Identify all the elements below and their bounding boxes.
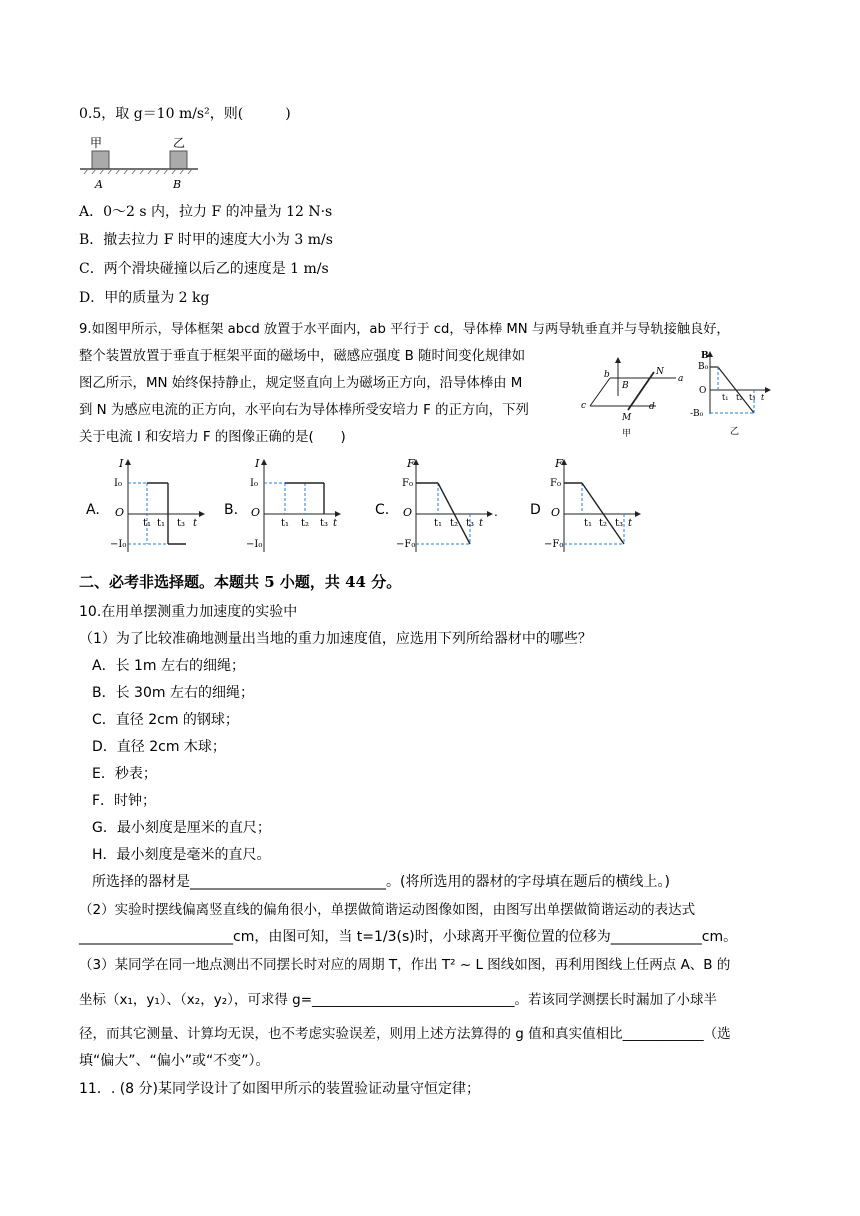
trailing-dot: . xyxy=(494,505,498,519)
label-t: t xyxy=(193,518,198,529)
label-origin: O xyxy=(115,506,125,519)
label-y-axis: I xyxy=(119,457,124,470)
label-t2: t₂ xyxy=(736,393,743,402)
block-jia xyxy=(92,151,109,169)
q9-option-a-label: A. xyxy=(86,502,100,518)
q10-item-b: B．长 30m 左右的细绳； xyxy=(92,685,254,701)
label-m: M xyxy=(622,413,632,423)
q10-part-3d: 填“偏大”、“偏小”或“不变”）。 xyxy=(79,1053,270,1069)
label-y-axis: F xyxy=(555,457,563,470)
label-b-corner: b xyxy=(604,370,610,380)
label-origin: O xyxy=(403,506,413,519)
q9-option-b-graph xyxy=(242,456,347,556)
label-field-b: B xyxy=(622,381,629,391)
label-t: t xyxy=(333,518,338,529)
label-b-axis: B xyxy=(701,351,709,361)
label-neg: −I₀ xyxy=(110,539,127,550)
label-t: t xyxy=(479,518,484,529)
label-t3: t₃ xyxy=(749,393,756,402)
label-t3: t₃ xyxy=(320,518,329,529)
q9-option-b-label: B. xyxy=(224,502,239,518)
section-2-heading: 二、必考非选择题。本题共 5 小题，共 44 分。 xyxy=(79,573,402,591)
label-a: A xyxy=(95,178,103,191)
label-neg: −I₀ xyxy=(246,539,263,550)
q9-option-d-label: D xyxy=(530,502,541,518)
label-t2: t₂ xyxy=(301,518,310,529)
label-pos: I₀ xyxy=(114,478,122,489)
q8-option-d: D．甲的质量为 2 kg xyxy=(79,290,210,306)
label-t1: t₁ xyxy=(434,518,443,529)
label-t1: t₁ xyxy=(584,518,593,529)
q10-item-g: G．最小刻度是厘米的直尺； xyxy=(92,820,271,836)
label-pos: I₀ xyxy=(250,478,258,489)
label-t3: t₃ xyxy=(466,518,475,529)
q10-part-2b: ______________________cm，由图可知，当 t=1/3(s)时，小球离开平衡位置的位移为_____________cm。 xyxy=(79,929,738,945)
label-t3: t₃ xyxy=(615,518,624,529)
q9-option-a-graph xyxy=(106,456,211,556)
label-b0: B₀ xyxy=(698,362,709,372)
label-origin: O xyxy=(551,506,561,519)
q10-item-d: D．直径 2cm 木球； xyxy=(92,739,226,755)
label-origin: O xyxy=(251,506,261,519)
q9-option-c-label: C. xyxy=(375,502,390,518)
label-t1: t₁ xyxy=(281,518,290,529)
q10-part-3a: （3）某同学在同一地点测出不同摆长时对应的周期 T，作出 T² ~ L 图线如图，再利用图线上任两点 A、B 的 xyxy=(79,957,731,973)
label-o: O xyxy=(699,386,707,396)
label-neg: −F₀ xyxy=(544,539,564,550)
label-t2: t₁ xyxy=(157,518,166,529)
label-neg-b0: -B₀ xyxy=(690,409,704,419)
q9-line-5: 关于电流 I 和安培力 F 的图像正确的是( ) xyxy=(79,430,346,445)
label-n: N xyxy=(656,367,664,377)
q9-line-4: 到 N 为感应电流的正方向，水平向右为导体棒所受安培力 F 的正方向，下列 xyxy=(79,403,529,418)
label-neg: −F₀ xyxy=(396,539,416,550)
q8-option-a: A．0～2 s 内，拉力 F 的冲量为 12 N·s xyxy=(79,204,333,220)
q8-option-c: C．两个滑块碰撞以后乙的速度是 1 m/s xyxy=(79,261,329,277)
label-pos: F₀ xyxy=(550,478,561,489)
q8-intro: 0.5，取 g＝10 m/s²，则( ) xyxy=(79,106,291,122)
q9-line-1: 9.如图甲所示，导体框架 abcd 放置于水平面内，ab 平行于 cd，导体棒 MN 与两导轨垂直并与导轨接触良好， xyxy=(79,322,730,337)
label-y-axis: F xyxy=(407,457,415,470)
block-yi xyxy=(170,151,187,169)
q9-line-3: 图乙所示，MN 始终保持静止，规定竖直向上为磁场正方向，沿导体棒由 M xyxy=(79,376,523,391)
label-t: t xyxy=(761,393,765,402)
label-d: d xyxy=(649,402,655,412)
q10-choose: 所选择的器材是____________________________。(将所选用的器材的字母填在题后的横线上。) xyxy=(92,874,670,890)
label-t2: t₂ xyxy=(450,518,459,529)
label-y-axis: I xyxy=(255,457,260,470)
label-c: c xyxy=(581,401,587,411)
q10-item-c: C．直径 2cm 的钢球； xyxy=(92,712,239,728)
q9-option-c-graph xyxy=(394,456,504,556)
q10-part-3c: 径，而其它测量、计算均无误，也不考虑实验误差，则用上述方法算得的 g 值和真实值相比____________（选 xyxy=(79,1026,731,1042)
caption-jia: 甲 xyxy=(622,429,632,439)
q8-option-b: B．撤去拉力 F 时甲的速度大小为 3 m/s xyxy=(79,232,333,248)
q8-figure xyxy=(78,134,203,194)
q10-part-2a: （2）实验时摆线偏离竖直线的偏角很小，单摆做简谐运动图像如图，由图写出单摆做简谐运动的表达式 xyxy=(79,902,696,918)
q9-option-d-graph xyxy=(542,456,647,556)
q10-item-a: A．长 1m 左右的细绳； xyxy=(92,658,246,674)
q10-item-f: F．时钟； xyxy=(92,793,157,809)
label-pos: F₀ xyxy=(402,478,413,489)
label-t: t xyxy=(628,518,633,529)
q9-figure-jia xyxy=(580,356,690,438)
q10-title: 10.在用单摆测重力加速度的实验中 xyxy=(79,604,298,620)
label-t1: t₁ xyxy=(722,393,729,402)
q10-part-1: （1）为了比较准确地测量出当地的重力加速度值，应选用下列所给器材中的哪些？ xyxy=(79,631,592,647)
q9-line-2: 整个装置放置于垂直于框架平面的磁场中，磁感应强度 B 随时间变化规律如 xyxy=(79,349,526,364)
label-t3: t₃ xyxy=(177,518,186,529)
label-a-corner: a xyxy=(678,374,684,384)
caption-yi: 乙 xyxy=(730,427,740,437)
q9-figure-yi xyxy=(690,350,778,438)
label-b: B xyxy=(173,178,182,191)
label-yi: 乙 xyxy=(173,136,186,150)
q10-part-3b: 坐标（x₁，y₁）、（x₂，y₂），可求得 g=______________________________。若该同学测摆长时漏加了小球半 xyxy=(79,992,718,1008)
label-jia: 甲 xyxy=(90,136,103,150)
label-t1: t₁ xyxy=(143,518,152,529)
label-t2: t₂ xyxy=(599,518,608,529)
q10-item-e: E．秒表； xyxy=(92,766,157,782)
q10-item-h: H．最小刻度是毫米的直尺。 xyxy=(92,847,271,863)
q11-title: 11．. (8 分)某同学设计了如图甲所示的装置验证动量守恒定律； xyxy=(79,1081,480,1097)
